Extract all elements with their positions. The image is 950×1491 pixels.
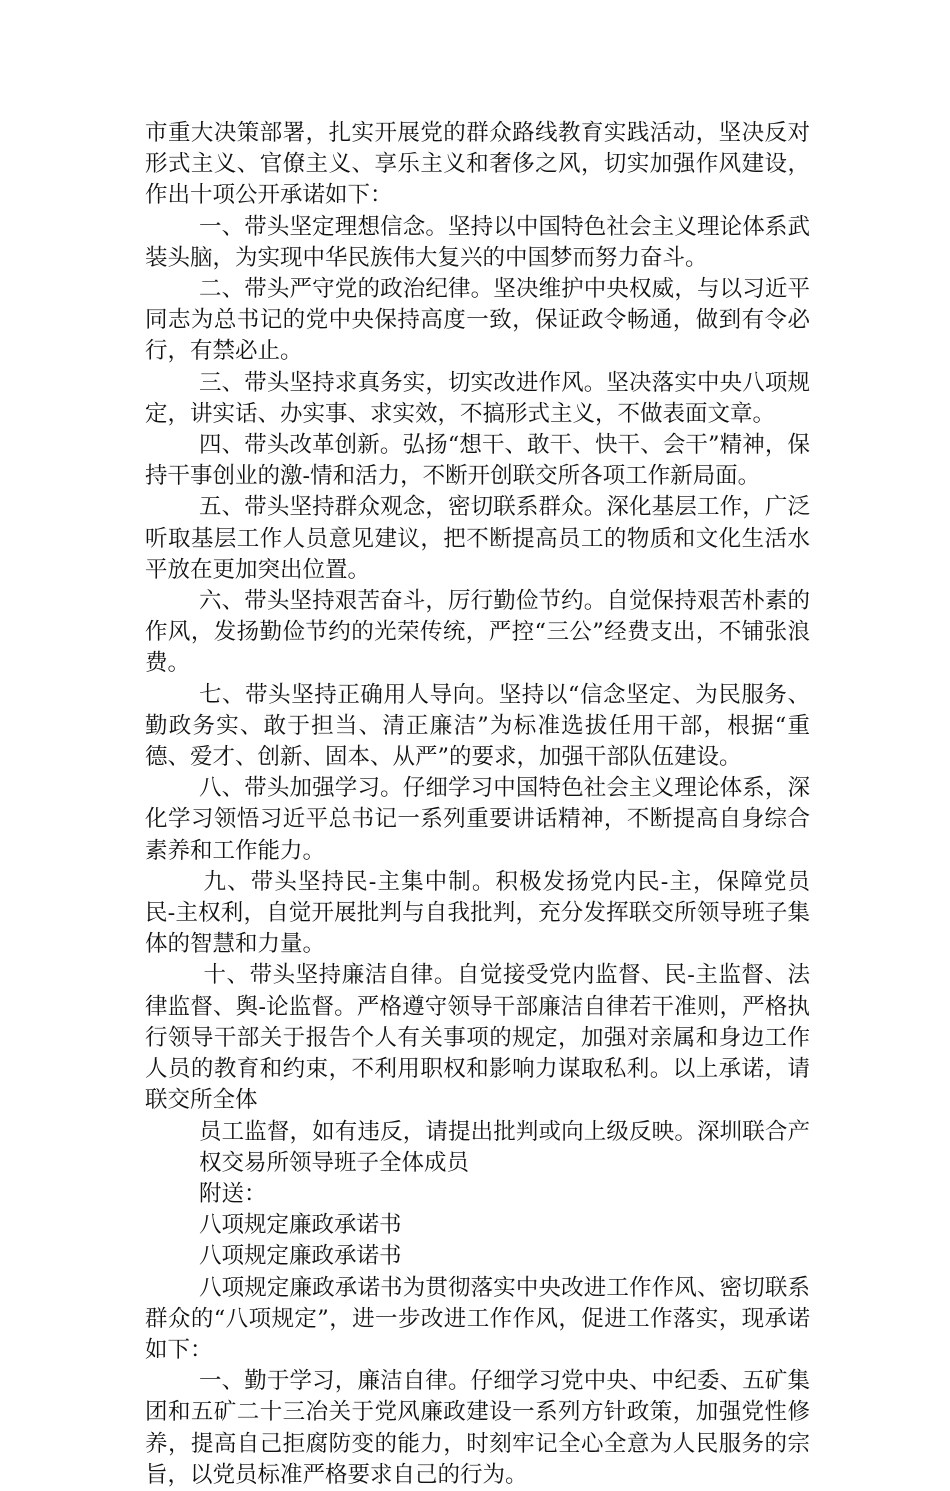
paragraph-supervision: 员工监督，如有违反，请提出批判或向上级反映。深圳联合产权交易所领导班子全体成员: [199, 1118, 810, 1176]
paragraph-pledge-9: 九、带头坚持民-主集中制。积极发扬党内民-主，保障党员民-主权利，自觉开展批判与自我批判，充分发挥联交所领导班子集体的智慧和力量。: [145, 868, 810, 958]
paragraph-pledge-4: 四、带头改革创新。弘扬“想干、敢干、快干、会干”精神，保持干事创业的激-情和活力，不断开创联交所各项工作新局面。: [145, 432, 810, 490]
paragraph-pledge-6: 六、带头坚持艰苦奋斗，厉行勤俭节约。自觉保持艰苦朴素的作风，发扬勤俭节约的光荣传统，严控“三公”经费支出，不铺张浪费。: [145, 588, 810, 677]
paragraph-pledge-5: 五、带头坚持群众观念，密切联系群众。深化基层工作，广泛听取基层工作人员意见建议，把不断提高员工的物质和文化生活水平放在更加突出位置。: [145, 494, 810, 583]
paragraph-commitment-1: 一、勤于学习，廉洁自律。仔细学习党中央、中纪委、五矿集团和五矿二十三冶关于党风廉政建设一系列方针政策，加强党性修养，提高自己拒腐防变的能力，时刻牢记全心全意为人民服务的宗旨，以党员标准严格要求自己的行为。: [145, 1368, 810, 1488]
paragraph-attachment-title: 八项规定廉政承诺书: [199, 1212, 402, 1239]
paragraph-pledge-3: 三、带头坚持求真务实，切实改进作风。坚决落实中央八项规定，讲实话、办实事、求实效，不搞形式主义，不做表面文章。: [145, 369, 810, 427]
document-body: [145, 118, 810, 1491]
paragraph-intro: 市重大决策部署，扎实开展党的群众路线教育实践活动，坚决反对形式主义、官僚主义、享乐主义和奢侈之风，切实加强作风建设，作出十项公开承诺如下：: [145, 120, 810, 209]
paragraph-pledge-8: 八、带头加强学习。仔细学习中国特色社会主义理论体系，深化学习领悟习近平总书记一系列重要讲话精神，不断提高自身综合素养和工作能力。: [145, 775, 810, 864]
paragraph-document-title: 八项规定廉政承诺书: [199, 1243, 402, 1270]
paragraph-attachment-label: 附送：: [199, 1180, 267, 1207]
paragraph-commitment-intro: 八项规定廉政承诺书为贯彻落实中央改进工作作风、密切联系群众的“八项规定”，进一步改进工作作风，促进工作落实，现承诺如下：: [145, 1274, 810, 1363]
paragraph-pledge-10: 十、带头坚持廉洁自律。自觉接受党内监督、民-主监督、法律监督、舆-论监督。严格遵守领导干部廉洁自律若干准则，严格执行领导干部关于报告个人有关事项的规定，加强对亲属和身边工作人员的教育和约束，不利用职权和影响力谋取私利。以上承诺，请联交所全体: [145, 962, 810, 1114]
paragraph-pledge-2: 二、带头严守党的政治纪律。坚决维护中央权威，与以习近平同志为总书记的党中央保持高度一致，保证政令畅通，做到有令必行，有禁必止。: [145, 276, 810, 365]
paragraph-pledge-7: 七、带头坚持正确用人导向。坚持以“信念坚定、为民服务、勤政务实、敢于担当、清正廉洁”为标准选拔任用干部，根据“重德、爱才、创新、固本、从严”的要求，加强干部队伍建设。: [145, 681, 810, 771]
paragraph-pledge-1: 一、带头坚定理想信念。坚持以中国特色社会主义理论体系武装头脑，为实现中华民族伟大复兴的中国梦而努力奋斗。: [145, 213, 810, 271]
